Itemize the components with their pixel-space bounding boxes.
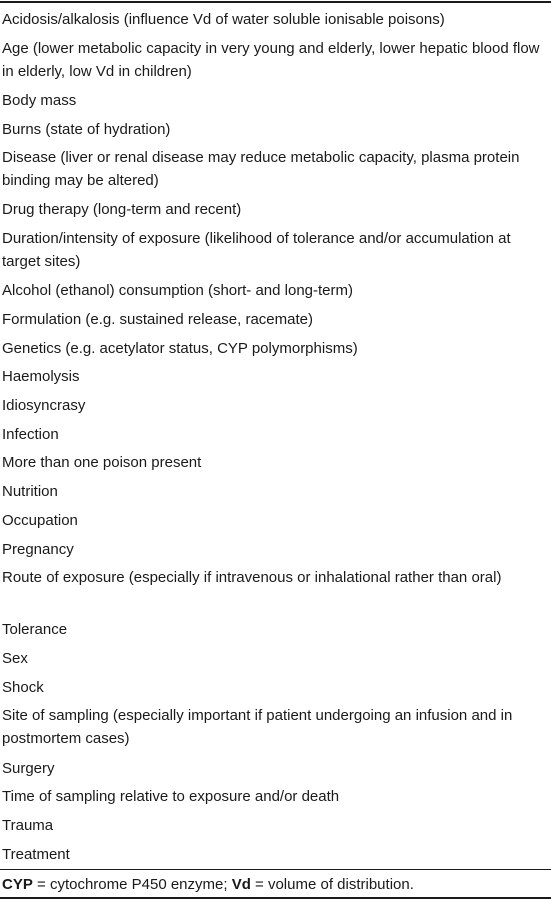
table-row: Time of sampling relative to exposure and/or death xyxy=(2,788,340,806)
table-row: Site of sampling (especially important if patient undergoing an infusion and in postmortem cases) xyxy=(2,707,513,748)
table-row: Genetics (e.g. acetylator status, CYP polymorphisms) xyxy=(2,339,358,357)
footnote-def-vd: = volume of distribution. xyxy=(250,876,414,894)
table-row: More than one poison present xyxy=(2,454,202,472)
top-rule xyxy=(0,1,551,3)
table-row: Treatment xyxy=(2,845,70,863)
table-footnote xyxy=(0,870,551,897)
table-row: Burns (state of hydration) xyxy=(2,120,171,138)
footnote-abbr-vd: Vd xyxy=(231,876,251,894)
table-row: Acidosis/alkalosis (influence Vd of water soluble ionisable poisons) xyxy=(2,11,445,28)
table-row: Age (lower metabolic capacity in very young and elderly, lower hepatic blood flow in elderly, low Vd in children) xyxy=(2,39,540,80)
footnote-def-cyp: = cytochrome P450 enzyme; xyxy=(32,876,232,894)
factor-list xyxy=(0,6,551,869)
table-row: Alcohol (ethanol) consumption (short- and long-term) xyxy=(2,282,353,300)
table-row: Body mass xyxy=(2,91,77,109)
table-row: Haemolysis xyxy=(2,368,80,386)
table-row: Drug therapy (long-term and recent) xyxy=(2,201,242,219)
table-row: Pregnancy xyxy=(2,540,74,558)
table-row: Tolerance xyxy=(2,621,68,639)
table-row: Nutrition xyxy=(2,483,58,501)
footnote-abbr-cyp: CYP xyxy=(2,876,33,894)
table-row: Infection xyxy=(2,425,59,443)
table-row: Disease (liver or renal disease may reduce metabolic capacity, plasma protein binding may be altered) xyxy=(2,149,520,190)
table-row: Occupation xyxy=(2,511,78,529)
table-row: Shock xyxy=(2,678,44,696)
table-row: Trauma xyxy=(2,817,54,834)
table-row: Idiosyncrasy xyxy=(2,397,86,415)
table-row: Sex xyxy=(2,650,28,668)
table-row: Surgery xyxy=(2,759,55,777)
table-row: Duration/intensity of exposure (likelihood of tolerance and/or accumulation at target sites) xyxy=(2,230,511,271)
table-row: Formulation (e.g. sustained release, racemate) xyxy=(2,311,313,328)
table-row: Route of exposure (especially if intravenous or inhalational rather than oral) xyxy=(2,569,502,587)
